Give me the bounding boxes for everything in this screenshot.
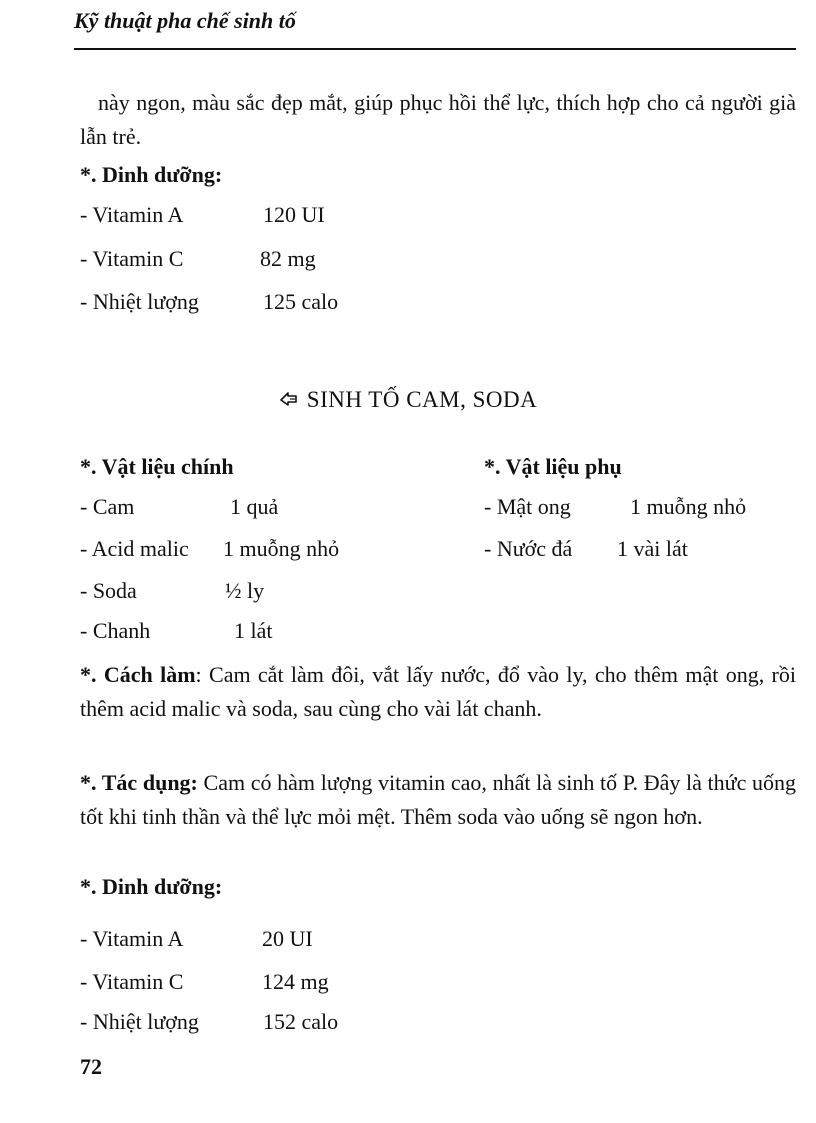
- intro-paragraph: này ngon, màu sắc đẹp mắt, giúp phục hồi thể lực, thích hợp cho cả người già lẫn trẻ.: [80, 90, 796, 149]
- ingredient-label: - Acid malic: [80, 536, 189, 561]
- ingredient-label: - Chanh: [80, 618, 151, 643]
- effect-label: *. Tác dụng:: [80, 770, 198, 795]
- recipe-title-text: SINH TỐ CAM, SODA: [306, 387, 538, 412]
- nutrition-label: - Vitamin C: [80, 246, 184, 271]
- page-header-title: Kỹ thuật pha chế sinh tố: [74, 8, 296, 33]
- method-paragraph: [80, 658, 796, 726]
- pointing-hand-icon: [279, 389, 299, 409]
- nutrition-label: - Vitamin A: [80, 202, 184, 227]
- ingredient-label: - Mật ong: [484, 494, 571, 519]
- recipe-title: [0, 387, 816, 413]
- page-number: 72: [80, 1054, 102, 1079]
- nutrition-label: - Nhiệt lượng: [80, 289, 199, 314]
- ingredient-label: - Soda: [80, 578, 137, 603]
- nutrition-value: 20 UI: [262, 926, 313, 951]
- extra-ingredients-heading: *. Vật liệu phụ: [484, 454, 622, 479]
- nutrition-value: 125 calo: [263, 289, 339, 314]
- effect-text: Cam có hàm lượng vitamin cao, nhất là sinh tố P. Đây là thức uống tốt khi tinh thần và thể lực mỏi mệt. Thêm soda vào uống sẽ ngon hơn.: [80, 770, 796, 829]
- ingredient-value: 1 muỗng nhỏ: [223, 536, 340, 561]
- nutrition-value: 124 mg: [262, 969, 329, 994]
- nutrition-label: - Nhiệt lượng: [80, 1009, 199, 1034]
- nutrition-label: - Vitamin A: [80, 926, 184, 951]
- nutrition-value: 120 UI: [263, 202, 325, 227]
- method-text: : Cam cắt làm đôi, vắt lấy nước, đổ vào ly, cho thêm mật ong, rồi thêm acid malic và soda, sau cùng cho vài lát chanh.: [80, 662, 796, 721]
- ingredient-value: ½ ly: [225, 578, 265, 603]
- nutrition-heading-1: *. Dinh dưỡng:: [80, 162, 223, 187]
- ingredient-label: - Cam: [80, 494, 135, 519]
- ingredient-value: 1 lát: [234, 618, 273, 643]
- ingredient-value: 1 quả: [230, 494, 279, 519]
- effect-paragraph: [80, 766, 796, 834]
- method-label: *. Cách làm: [80, 662, 196, 687]
- nutrition-value: 152 calo: [263, 1009, 339, 1034]
- nutrition-heading-2: *. Dinh dưỡng:: [80, 874, 223, 899]
- ingredient-value: 1 muỗng nhỏ: [630, 494, 747, 519]
- ingredient-value: 1 vài lát: [617, 536, 688, 561]
- ingredient-label: - Nước đá: [484, 536, 573, 561]
- main-ingredients-heading: *. Vật liệu chính: [80, 454, 234, 479]
- header-divider: [74, 48, 796, 50]
- nutrition-value: 82 mg: [260, 246, 316, 271]
- nutrition-label: - Vitamin C: [80, 969, 184, 994]
